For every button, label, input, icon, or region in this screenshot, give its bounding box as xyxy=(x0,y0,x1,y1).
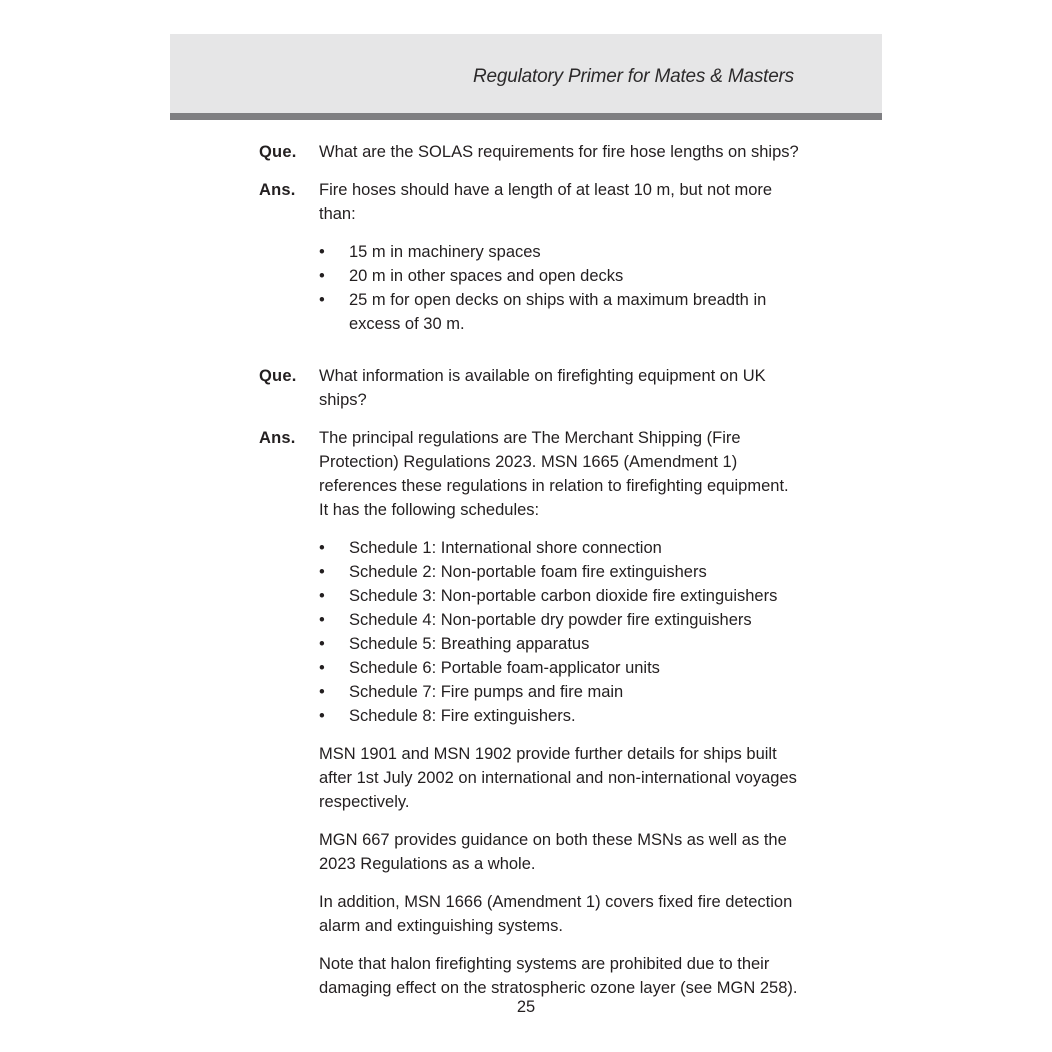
answer-paragraph: MGN 667 provides guidance on both these MSNs as well as the 2023 Regulations as a whole. xyxy=(319,831,787,873)
bullet-icon: • xyxy=(319,267,325,285)
bullet-icon: • xyxy=(319,683,325,701)
list-item: • 20 m in other spaces and open decks xyxy=(319,264,799,288)
answer-text: Fire hoses should have a length of at least 10 m, but not more than: xyxy=(319,181,773,223)
bullet-icon: • xyxy=(319,659,325,677)
bullet-list xyxy=(319,536,799,728)
answer-paragraph: In addition, MSN 1666 (Amendment 1) covers fixed fire detection alarm and extinguishing systems. xyxy=(319,893,793,935)
list-item: • Schedule 8: Fire extinguishers. xyxy=(319,704,799,728)
list-item: • Schedule 7: Fire pumps and fire main xyxy=(319,680,799,704)
bullet-icon: • xyxy=(319,635,325,653)
list-item: • 15 m in machinery spaces xyxy=(319,240,799,264)
bullet-icon: • xyxy=(319,587,325,605)
question-tag: Que. xyxy=(259,367,297,385)
bullet-icon: • xyxy=(319,563,325,581)
list-item: • Schedule 6: Portable foam-applicator units xyxy=(319,656,799,680)
list-item: • Schedule 2: Non-portable foam fire extinguishers xyxy=(319,560,799,584)
answer-paragraph: MSN 1901 and MSN 1902 provide further details for ships built after 1st July 2002 on international and non-international voyages respectively. xyxy=(319,745,797,811)
list-item: • Schedule 1: International shore connection xyxy=(319,536,799,560)
answer-block xyxy=(259,426,799,1000)
question-block xyxy=(259,364,799,412)
bullet-icon: • xyxy=(319,539,325,557)
list-item: • Schedule 4: Non-portable dry powder fire extinguishers xyxy=(319,608,799,632)
question-body xyxy=(319,364,799,412)
answer-block xyxy=(259,178,799,350)
answer-tag: Ans. xyxy=(259,429,296,447)
answer-paragraph: Note that halon firefighting systems are prohibited due to their damaging effect on the stratospheric ozone layer (see MGN 258). xyxy=(319,955,798,997)
running-title: Regulatory Primer for Mates & Masters xyxy=(473,66,794,87)
page-content xyxy=(259,140,799,1014)
bullet-icon: • xyxy=(319,291,325,309)
answer-body xyxy=(319,426,799,1000)
header-rule xyxy=(170,113,882,120)
bullet-icon: • xyxy=(319,611,325,629)
list-item: • Schedule 5: Breathing apparatus xyxy=(319,632,799,656)
question-text: What are the SOLAS requirements for fire hose lengths on ships? xyxy=(319,143,799,161)
list-item: • 25 m for open decks on ships with a maximum breadth in excess of 30 m. xyxy=(319,288,799,336)
question-tag: Que. xyxy=(259,143,297,161)
list-item: • Schedule 3: Non-portable carbon dioxide fire extinguishers xyxy=(319,584,799,608)
question-body xyxy=(319,140,799,164)
bullet-icon: • xyxy=(319,243,325,261)
answer-body xyxy=(319,178,799,350)
bullet-list xyxy=(319,240,799,336)
answer-tag: Ans. xyxy=(259,181,296,199)
page-number: 25 xyxy=(516,998,536,1016)
question-text: What information is available on firefighting equipment on UK ships? xyxy=(319,367,766,409)
question-block xyxy=(259,140,799,164)
bullet-icon: • xyxy=(319,707,325,725)
answer-text: The principal regulations are The Merchant Shipping (Fire Protection) Regulations 2023. MSN 1665 (Amendment 1) references these regulations in relation to firefighting equipment. It has the following schedules: xyxy=(319,429,789,519)
